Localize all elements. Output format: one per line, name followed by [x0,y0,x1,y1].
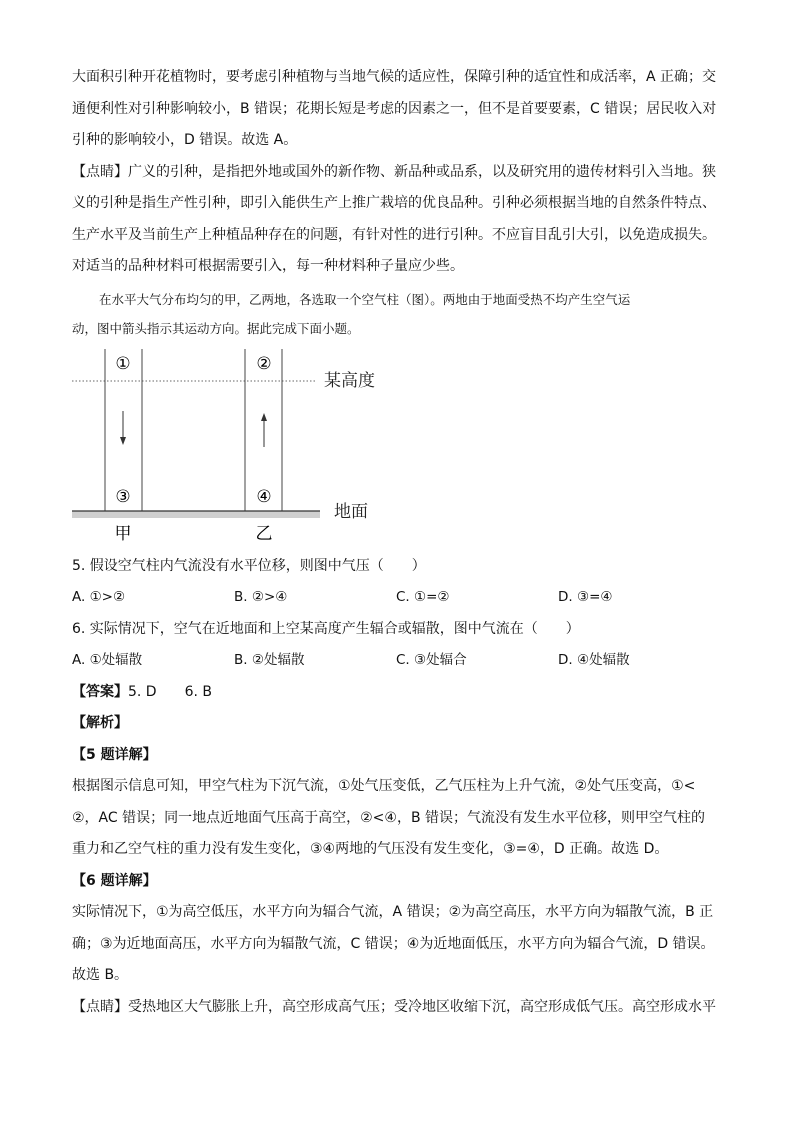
document-page [72,62,722,1023]
ground-hatch [72,511,320,518]
question-intro-line: 在水平大气分布均匀的甲，乙两地，各选取一个空气柱（图）。两地由于地面受热不均产生空气运 [99,291,631,307]
q6-option-d: D. ④处辐散 [558,652,630,668]
q5-detail-line: ②，AC 错误；同一地点近地面气压高于高空，②<④，B 错误；气流没有发生水平位移，则甲空气柱的 [72,809,705,826]
answer-label: 【答案】 [72,683,128,700]
q5-option-a: A. ①>② [72,589,126,605]
answer-line [72,677,722,709]
label-height: 某高度 [324,370,375,391]
note-line: 【点睛】广义的引种，是指把外地或国外的新作物、新品种或品系，以及研究用的遗传材料引入当地。狭 [72,163,716,180]
question-5-options [72,582,722,614]
note-line: 义的引种是指生产性引种，即引入能供生产上推广栽培的优良品种。引种必须根据当地的自然条件特点、 [72,195,716,211]
label-yi: 乙 [255,523,273,544]
q5-detail-label: 【5 题详解】 [72,746,157,763]
q6-detail-line: 实际情况下，①为高空低压，水平方向为辐合气流，A 错误；②为高空高压，水平方向为辐散气流，B 正 [72,904,714,920]
q6-option-a: A. ①处辐散 [72,652,143,668]
paragraph-line: 引种的影响较小，D 错误。故选 A。 [72,132,298,148]
label-4: ④ [256,486,272,507]
air-column-figure [72,349,722,549]
q5-option-c: C. ①=② [396,589,450,605]
q5-detail-line: 重力和乙空气柱的重力没有发生变化，③④两地的气压没有发生变化，③=④，D 正确。故选 D。 [72,841,669,857]
air-column-diagram [72,349,722,549]
label-2: ② [256,353,272,374]
q6-detail-label: 【6 题详解】 [72,872,157,889]
q6-detail-line: 确；③为近地面高压，水平方向为辐散气流，C 错误；④为近地面低压，水平方向为辐合气流，D 错误。 [72,935,715,952]
note-line: 生产水平及当前生产上种植品种存在的问题，有针对性的进行引种。不应盲目乱引大引，以免造成损失。 [72,226,716,243]
q6-option-c: C. ③处辐合 [396,652,467,668]
question-intro-line: 动，图中箭头指示其运动方向。据此完成下面小题。 [72,320,360,336]
question-6-stem: 6. 实际情况下，空气在近地面和上空某高度产生辐合或辐散，图中气流在（ ） [72,620,580,637]
down-arrow-head [120,437,126,445]
up-arrow-head [261,413,267,421]
q6-option-b: B. ②处辐散 [234,652,305,668]
analysis-label: 【解析】 [72,715,128,731]
label-jia: 甲 [114,523,132,544]
note-2-line: 【点睛】受热地区大气膨胀上升，高空形成高气压；受冷地区收缩下沉，高空形成低气压。高空形成水平 [72,998,716,1015]
paragraph-line: 通便利性对引种影响较小，B 错误；花期长短是考虑的因素之一，但不是首要要素，C 错误；居民收入对 [72,100,717,117]
answer-text: 5. D 6. B [128,683,212,700]
q5-option-b: B. ②>④ [234,589,288,605]
note-line: 对适当的品种材料可根据需要引入，每一种材料种子量应少些。 [72,258,464,274]
paragraph-line: 大面积引种开花植物时，要考虑引种植物与当地气候的适应性，保障引种的适宜性和成活率，A 正确；交 [72,69,717,85]
q5-option-d: D. ③=④ [558,589,613,605]
label-3: ③ [115,486,131,507]
label-1: ① [115,353,131,374]
q6-detail-line: 故选 B。 [72,967,129,983]
question-6-options [72,645,722,677]
label-ground: 地面 [334,501,368,522]
q5-detail-line: 根据图示信息可知，甲空气柱为下沉气流，①处气压变低，乙气压柱为上升气流，②处气压变高，①< [72,778,696,794]
question-5-stem: 5. 假设空气柱内气流没有水平位移，则图中气压（ ） [72,557,426,574]
